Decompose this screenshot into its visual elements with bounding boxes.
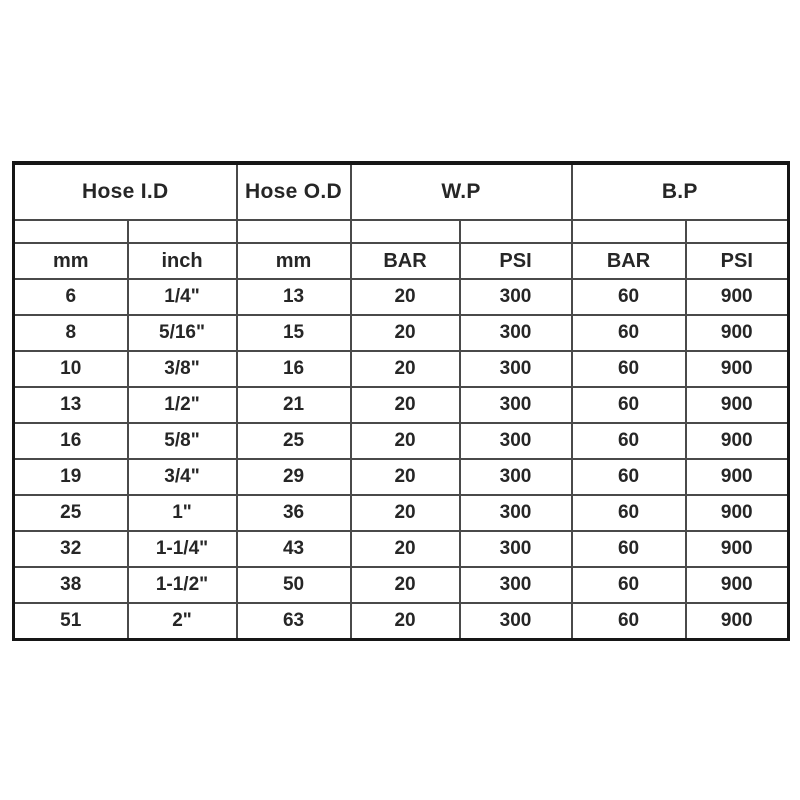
table-row xyxy=(14,279,789,315)
cell-wp-psi: 300 xyxy=(460,351,572,387)
unit-header-wp-psi: PSI xyxy=(460,243,572,279)
cell-od-mm: 63 xyxy=(237,603,351,640)
spacer-cell xyxy=(686,220,789,243)
cell-bp-psi: 900 xyxy=(686,351,789,387)
cell-id-inch: 3/8" xyxy=(128,351,237,387)
cell-wp-bar: 20 xyxy=(351,279,460,315)
cell-id-mm: 19 xyxy=(14,459,128,495)
cell-bp-psi: 900 xyxy=(686,279,789,315)
cell-id-mm: 16 xyxy=(14,423,128,459)
table-row xyxy=(14,387,789,423)
cell-bp-bar: 60 xyxy=(572,387,686,423)
cell-wp-bar: 20 xyxy=(351,567,460,603)
table-row xyxy=(14,459,789,495)
table-row xyxy=(14,423,789,459)
cell-od-mm: 15 xyxy=(237,315,351,351)
cell-bp-psi: 900 xyxy=(686,459,789,495)
cell-wp-psi: 300 xyxy=(460,495,572,531)
cell-bp-bar: 60 xyxy=(572,459,686,495)
cell-wp-bar: 20 xyxy=(351,459,460,495)
cell-od-mm: 21 xyxy=(237,387,351,423)
col-group-hose-od: Hose O.D xyxy=(237,163,351,220)
cell-wp-bar: 20 xyxy=(351,387,460,423)
table-row xyxy=(14,603,789,640)
spacer-cell xyxy=(128,220,237,243)
cell-wp-psi: 300 xyxy=(460,387,572,423)
cell-bp-psi: 900 xyxy=(686,423,789,459)
cell-id-mm: 6 xyxy=(14,279,128,315)
unit-header-bp-psi: PSI xyxy=(686,243,789,279)
cell-od-mm: 13 xyxy=(237,279,351,315)
cell-wp-bar: 20 xyxy=(351,351,460,387)
cell-id-mm: 10 xyxy=(14,351,128,387)
cell-bp-psi: 900 xyxy=(686,567,789,603)
cell-bp-bar: 60 xyxy=(572,423,686,459)
unit-header-od-mm: mm xyxy=(237,243,351,279)
cell-wp-bar: 20 xyxy=(351,531,460,567)
cell-wp-psi: 300 xyxy=(460,603,572,640)
unit-header-id-inch: inch xyxy=(128,243,237,279)
cell-od-mm: 25 xyxy=(237,423,351,459)
cell-bp-psi: 900 xyxy=(686,603,789,640)
column-group-header-row xyxy=(14,163,789,220)
table-row xyxy=(14,351,789,387)
cell-bp-bar: 60 xyxy=(572,531,686,567)
spacer-cell xyxy=(351,220,460,243)
cell-bp-bar: 60 xyxy=(572,315,686,351)
cell-bp-bar: 60 xyxy=(572,495,686,531)
cell-id-mm: 25 xyxy=(14,495,128,531)
cell-wp-psi: 300 xyxy=(460,567,572,603)
cell-bp-bar: 60 xyxy=(572,351,686,387)
unit-header-wp-bar: BAR xyxy=(351,243,460,279)
spacer-row xyxy=(14,220,789,243)
cell-id-inch: 1/4" xyxy=(128,279,237,315)
cell-id-mm: 51 xyxy=(14,603,128,640)
cell-id-inch: 3/4" xyxy=(128,459,237,495)
cell-bp-bar: 60 xyxy=(572,279,686,315)
cell-wp-psi: 300 xyxy=(460,315,572,351)
cell-od-mm: 43 xyxy=(237,531,351,567)
cell-id-mm: 13 xyxy=(14,387,128,423)
spacer-cell xyxy=(572,220,686,243)
hose-spec-table xyxy=(12,161,790,641)
cell-id-inch: 5/8" xyxy=(128,423,237,459)
cell-bp-psi: 900 xyxy=(686,531,789,567)
cell-od-mm: 29 xyxy=(237,459,351,495)
table-row xyxy=(14,531,789,567)
table-row xyxy=(14,495,789,531)
cell-wp-bar: 20 xyxy=(351,603,460,640)
cell-bp-psi: 900 xyxy=(686,387,789,423)
col-group-wp: W.P xyxy=(351,163,572,220)
cell-od-mm: 50 xyxy=(237,567,351,603)
cell-id-inch: 1" xyxy=(128,495,237,531)
cell-od-mm: 16 xyxy=(237,351,351,387)
cell-wp-bar: 20 xyxy=(351,495,460,531)
cell-id-inch: 1-1/2" xyxy=(128,567,237,603)
cell-id-inch: 1-1/4" xyxy=(128,531,237,567)
spacer-cell xyxy=(460,220,572,243)
unit-header-row xyxy=(14,243,789,279)
cell-bp-bar: 60 xyxy=(572,603,686,640)
unit-header-bp-bar: BAR xyxy=(572,243,686,279)
unit-header-id-mm: mm xyxy=(14,243,128,279)
cell-bp-psi: 900 xyxy=(686,315,789,351)
cell-wp-psi: 300 xyxy=(460,423,572,459)
cell-wp-bar: 20 xyxy=(351,315,460,351)
cell-wp-psi: 300 xyxy=(460,531,572,567)
cell-id-mm: 8 xyxy=(14,315,128,351)
table-row xyxy=(14,315,789,351)
col-group-hose-id: Hose I.D xyxy=(14,163,237,220)
cell-id-inch: 5/16" xyxy=(128,315,237,351)
cell-id-inch: 2" xyxy=(128,603,237,640)
cell-id-inch: 1/2" xyxy=(128,387,237,423)
cell-id-mm: 38 xyxy=(14,567,128,603)
spacer-cell xyxy=(237,220,351,243)
cell-wp-psi: 300 xyxy=(460,459,572,495)
cell-wp-bar: 20 xyxy=(351,423,460,459)
hose-spec-table-container xyxy=(12,161,787,641)
cell-bp-psi: 900 xyxy=(686,495,789,531)
cell-bp-bar: 60 xyxy=(572,567,686,603)
cell-od-mm: 36 xyxy=(237,495,351,531)
cell-id-mm: 32 xyxy=(14,531,128,567)
table-row xyxy=(14,567,789,603)
cell-wp-psi: 300 xyxy=(460,279,572,315)
col-group-bp: B.P xyxy=(572,163,789,220)
spacer-cell xyxy=(14,220,128,243)
